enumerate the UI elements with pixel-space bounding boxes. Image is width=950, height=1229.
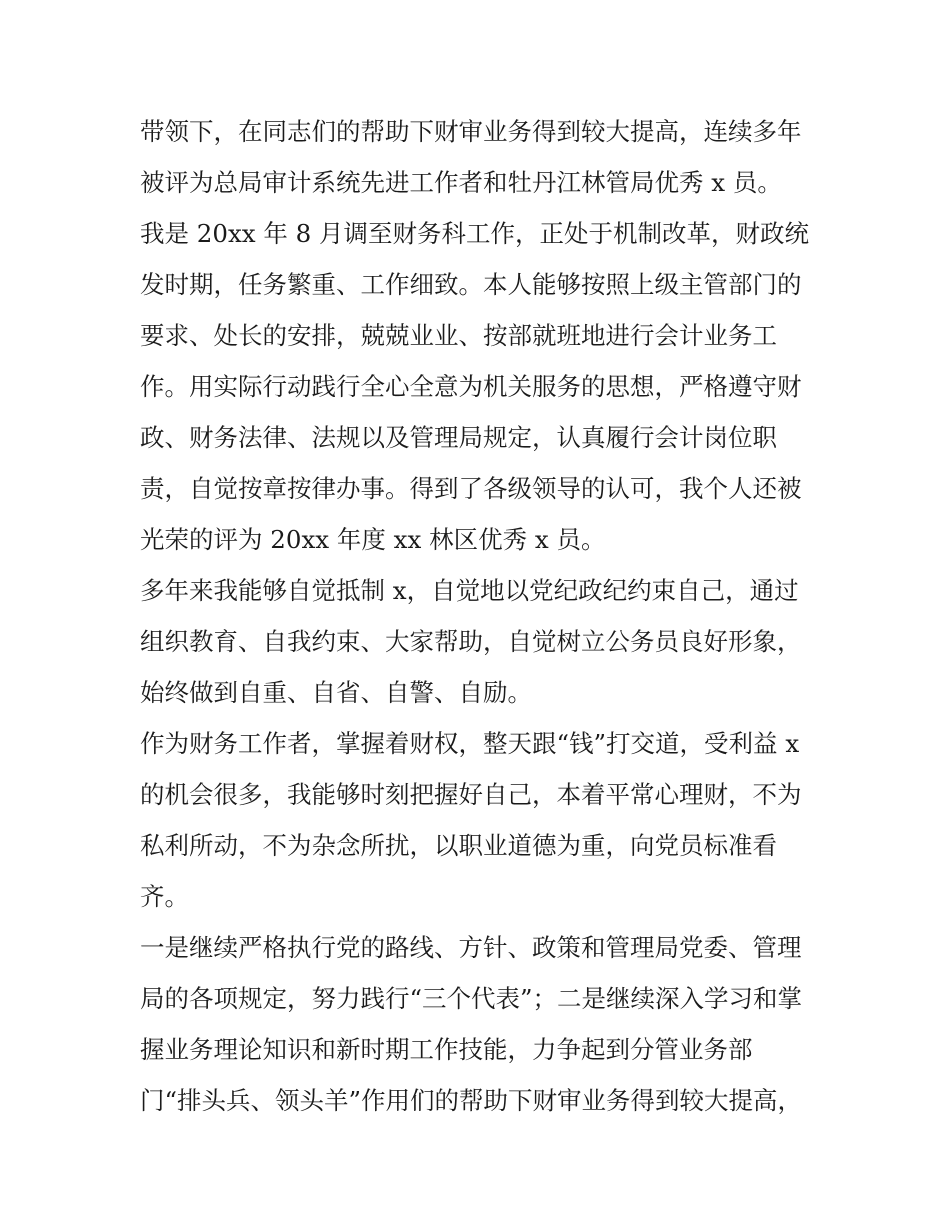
text-line: 作为财务工作者，掌握着财权，整天跟“钱”打交道，受利益 x <box>140 729 800 758</box>
text-line: 多年来我能够自觉抵制 x，自觉地以党纪政纪约束自己，通过 <box>140 576 799 605</box>
text-line: 齐。 <box>140 882 189 911</box>
text-line: 握业务理论知识和新时期工作技能，力争起到分管业务部 <box>140 1035 753 1064</box>
text-line: 被评为总局审计系统先进工作者和牡丹江林管局优秀 x 员。 <box>140 168 782 197</box>
text-line: 始终做到自重、自省、自警、自励。 <box>140 678 532 707</box>
text-line: 带领下，在同志们的帮助下财审业务得到较大提高，连续多年 <box>140 117 802 146</box>
text-line: 光荣的评为 20xx 年度 xx 林区优秀 x 员。 <box>140 525 606 554</box>
text-line: 我是 20xx 年 8 月调至财务科工作，正处于机制改革，财政统 <box>140 219 810 248</box>
document-body <box>140 106 830 1126</box>
text-line: 的机会很多，我能够时刻把握好自己，本着平常心理财，不为 <box>140 780 802 809</box>
text-line: 责，自觉按章按律办事。得到了各级领导的认可，我个人还被 <box>140 474 802 503</box>
text-line: 发时期，任务繁重、工作细致。本人能够按照上级主管部门的 <box>140 270 802 299</box>
text-line: 一是继续严格执行党的路线、方针、政策和管理局党委、管理 <box>140 933 802 962</box>
text-line: 局的各项规定，努力践行“三个代表”；二是继续深入学习和掌 <box>140 984 803 1013</box>
text-line: 作。用实际行动践行全心全意为机关服务的思想，严格遵守财 <box>140 372 802 401</box>
text-line: 组织教育、自我约束、大家帮助，自觉树立公务员良好形象， <box>140 627 802 656</box>
text-line: 门“排头兵、领头羊”作用们的帮助下财审业务得到较大提高， <box>140 1086 803 1115</box>
text-line: 私利所动，不为杂念所扰，以职业道德为重，向党员标准看 <box>140 831 777 860</box>
text-line: 政、财务法律、法规以及管理局规定，认真履行会计岗位职 <box>140 423 777 452</box>
text-line: 要求、处长的安排，兢兢业业、按部就班地进行会计业务工 <box>140 321 777 350</box>
